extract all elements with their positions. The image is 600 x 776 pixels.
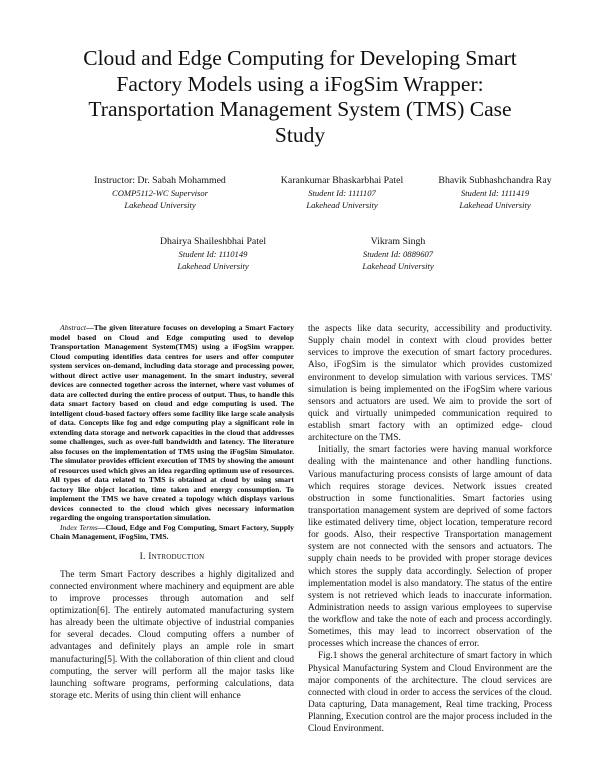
paragraph: the aspects like data security, accessibility and productivity. Supply chain model in context with cloud provides better services to improve the execution of smart factory procedures. Also, iFogSim is the simulator which provides customized environment to develop simulation with various services. TMS' simulation is being implemented on the iFogSim where various sensors and actuators are used. We aim to provide the sort of quick and virtually unimpeded communication required to establish smart factory with an optimized edge- cloud architecture on the TMS. bbox=[308, 324, 552, 444]
author-block-dhairya bbox=[120, 236, 306, 272]
author-affiliation: Lakehead University bbox=[459, 200, 531, 210]
section-heading-introduction: I. Introduction bbox=[139, 550, 205, 562]
index-terms-label: Index Terms bbox=[60, 522, 98, 532]
abstract-text: —The given literature focuses on developing a Smart Factory model based on Cloud and Edge computing used to develop Transportation Management System(TMS) using a iFogSim wrapper. Cloud computing identifies data centres for users and offer computer system services on-demand, including data storage and processing power, without direct active user management. In the smart industry, several devices are connected together across the internet, where vast volumes of data are collected during the entire process of output. Thus, to handle this data smart factory based on cloud and edge computing is used. The intelligent cloud-based factory offers some facility like large scale analysis of data. Concepts like fog and edge computing play a significant role in extending data storage and network capacities in the cloud that addresses some challenges, such as over-full bandwidth and latency. The literature also focuses on the implementation of TMS using the iFogSim Simulator. The simulator provides efficient execution of TMS by showing the amount of resources used which gives an idea regarding optimum use of resources. All types of data related to TMS is obtained at cloud by using smart factory like object location, time taken and energy consumption. To implement the TMS we have created a topology which displays various devices connected to the cloud which gives necessary information regarding the ongoing transportation simulation. bbox=[50, 323, 294, 522]
author-block-bhavik bbox=[410, 175, 580, 211]
author-role: Student Id: 0889607 bbox=[362, 249, 434, 259]
author-block-karankumar bbox=[256, 175, 428, 211]
right-column bbox=[308, 323, 552, 735]
author-affiliation: Lakehead University bbox=[306, 200, 378, 210]
author-name: Vikram Singh bbox=[370, 236, 426, 247]
author-name: Bhavik Subhashchandra Ray bbox=[438, 175, 552, 186]
author-name: Instructor: Dr. Sabah Mohammed bbox=[94, 175, 226, 186]
paragraph: Initially, the smart factories were having manual workforce dealing with the maintenance and other handling functions. Various manufacturing process consists of large amount of data which requires storage devices. Network issues created obstruction in some functionalities. Smart factories using transportation management system are deprived of some factors like estimated delivery time, object location, temperature record for goods. Also, their respective Transportation management system are not connected with the sensors and actuators. The supply chain needs to be provided with proper storage devices which stores the supply data accordingly. Selection of proper implementation model is also mandatory. The status of the entire system is not retrieved which leads to inaccurate information. Administration needs to assign various employees to supervise the workflow and take the note of each and process accordingly. Sometimes, this may lead to incorrect observation of the processes which increase the chances of error. bbox=[308, 445, 552, 650]
abstract-label: Abstract bbox=[60, 323, 87, 332]
author-role: Student Id: 1111419 bbox=[460, 188, 530, 198]
paragraph: The term Smart Factory describes a highly digitalized and connected environment where machinery and equipment are able to improve processes through automation and self optimization[6]. The entirely automated manufacturing system has already been the ultimate objective of industrial companies for several decades. Cloud computing offers a number of advantages and definitely plays an ample role in smart manufacturing[5]. With the collaboration of thin client and cloud computing, the server will perform all the major tasks like launching software programs, performing calculations, data storage etc. Merits of using thin client will enhance bbox=[50, 569, 294, 701]
author-role: Student Id: 1110149 bbox=[178, 249, 248, 259]
title-line: Cloud and Edge Computing for Developing Smart bbox=[83, 46, 517, 70]
author-name: Dhairya Shaileshbhai Patel bbox=[159, 236, 267, 247]
author-affiliation: Lakehead University bbox=[177, 261, 249, 271]
title-line: Study bbox=[274, 122, 326, 147]
title-line: Transportation Management System (TMS) Case bbox=[88, 97, 512, 121]
author-block-vikram bbox=[318, 236, 478, 272]
author-block-instructor bbox=[78, 175, 242, 211]
author-affiliation: Lakehead University bbox=[362, 261, 434, 271]
title-line: Factory Models using a iFogSim Wrapper: bbox=[116, 71, 484, 96]
author-name: Karankumar Bhaskarbhai Patel bbox=[280, 175, 404, 186]
author-affiliation: Lakehead University bbox=[124, 200, 196, 210]
index-terms bbox=[50, 523, 294, 542]
index-terms-text: —Cloud, Edge and Fog Computing, Smart Factory, Supply Chain Management, iFogSim, TMS. bbox=[50, 522, 294, 541]
abstract bbox=[50, 323, 294, 523]
left-column bbox=[50, 323, 294, 702]
author-role: Student Id: 1111107 bbox=[308, 188, 376, 198]
paragraph: Fig.1 shows the general architecture of smart factory in which Physical Manufacturing System and Cloud Environment are the major components of the architecture. The cloud services are connected with cloud in order to access the services of the cloud. Data capturing, Data management, Real time tracking, Process Planning, Execution control are the major process included in the Cloud Environment. bbox=[308, 651, 552, 735]
author-role: COMP5112-WC Supervisor bbox=[111, 188, 209, 198]
paper-title bbox=[40, 46, 560, 148]
